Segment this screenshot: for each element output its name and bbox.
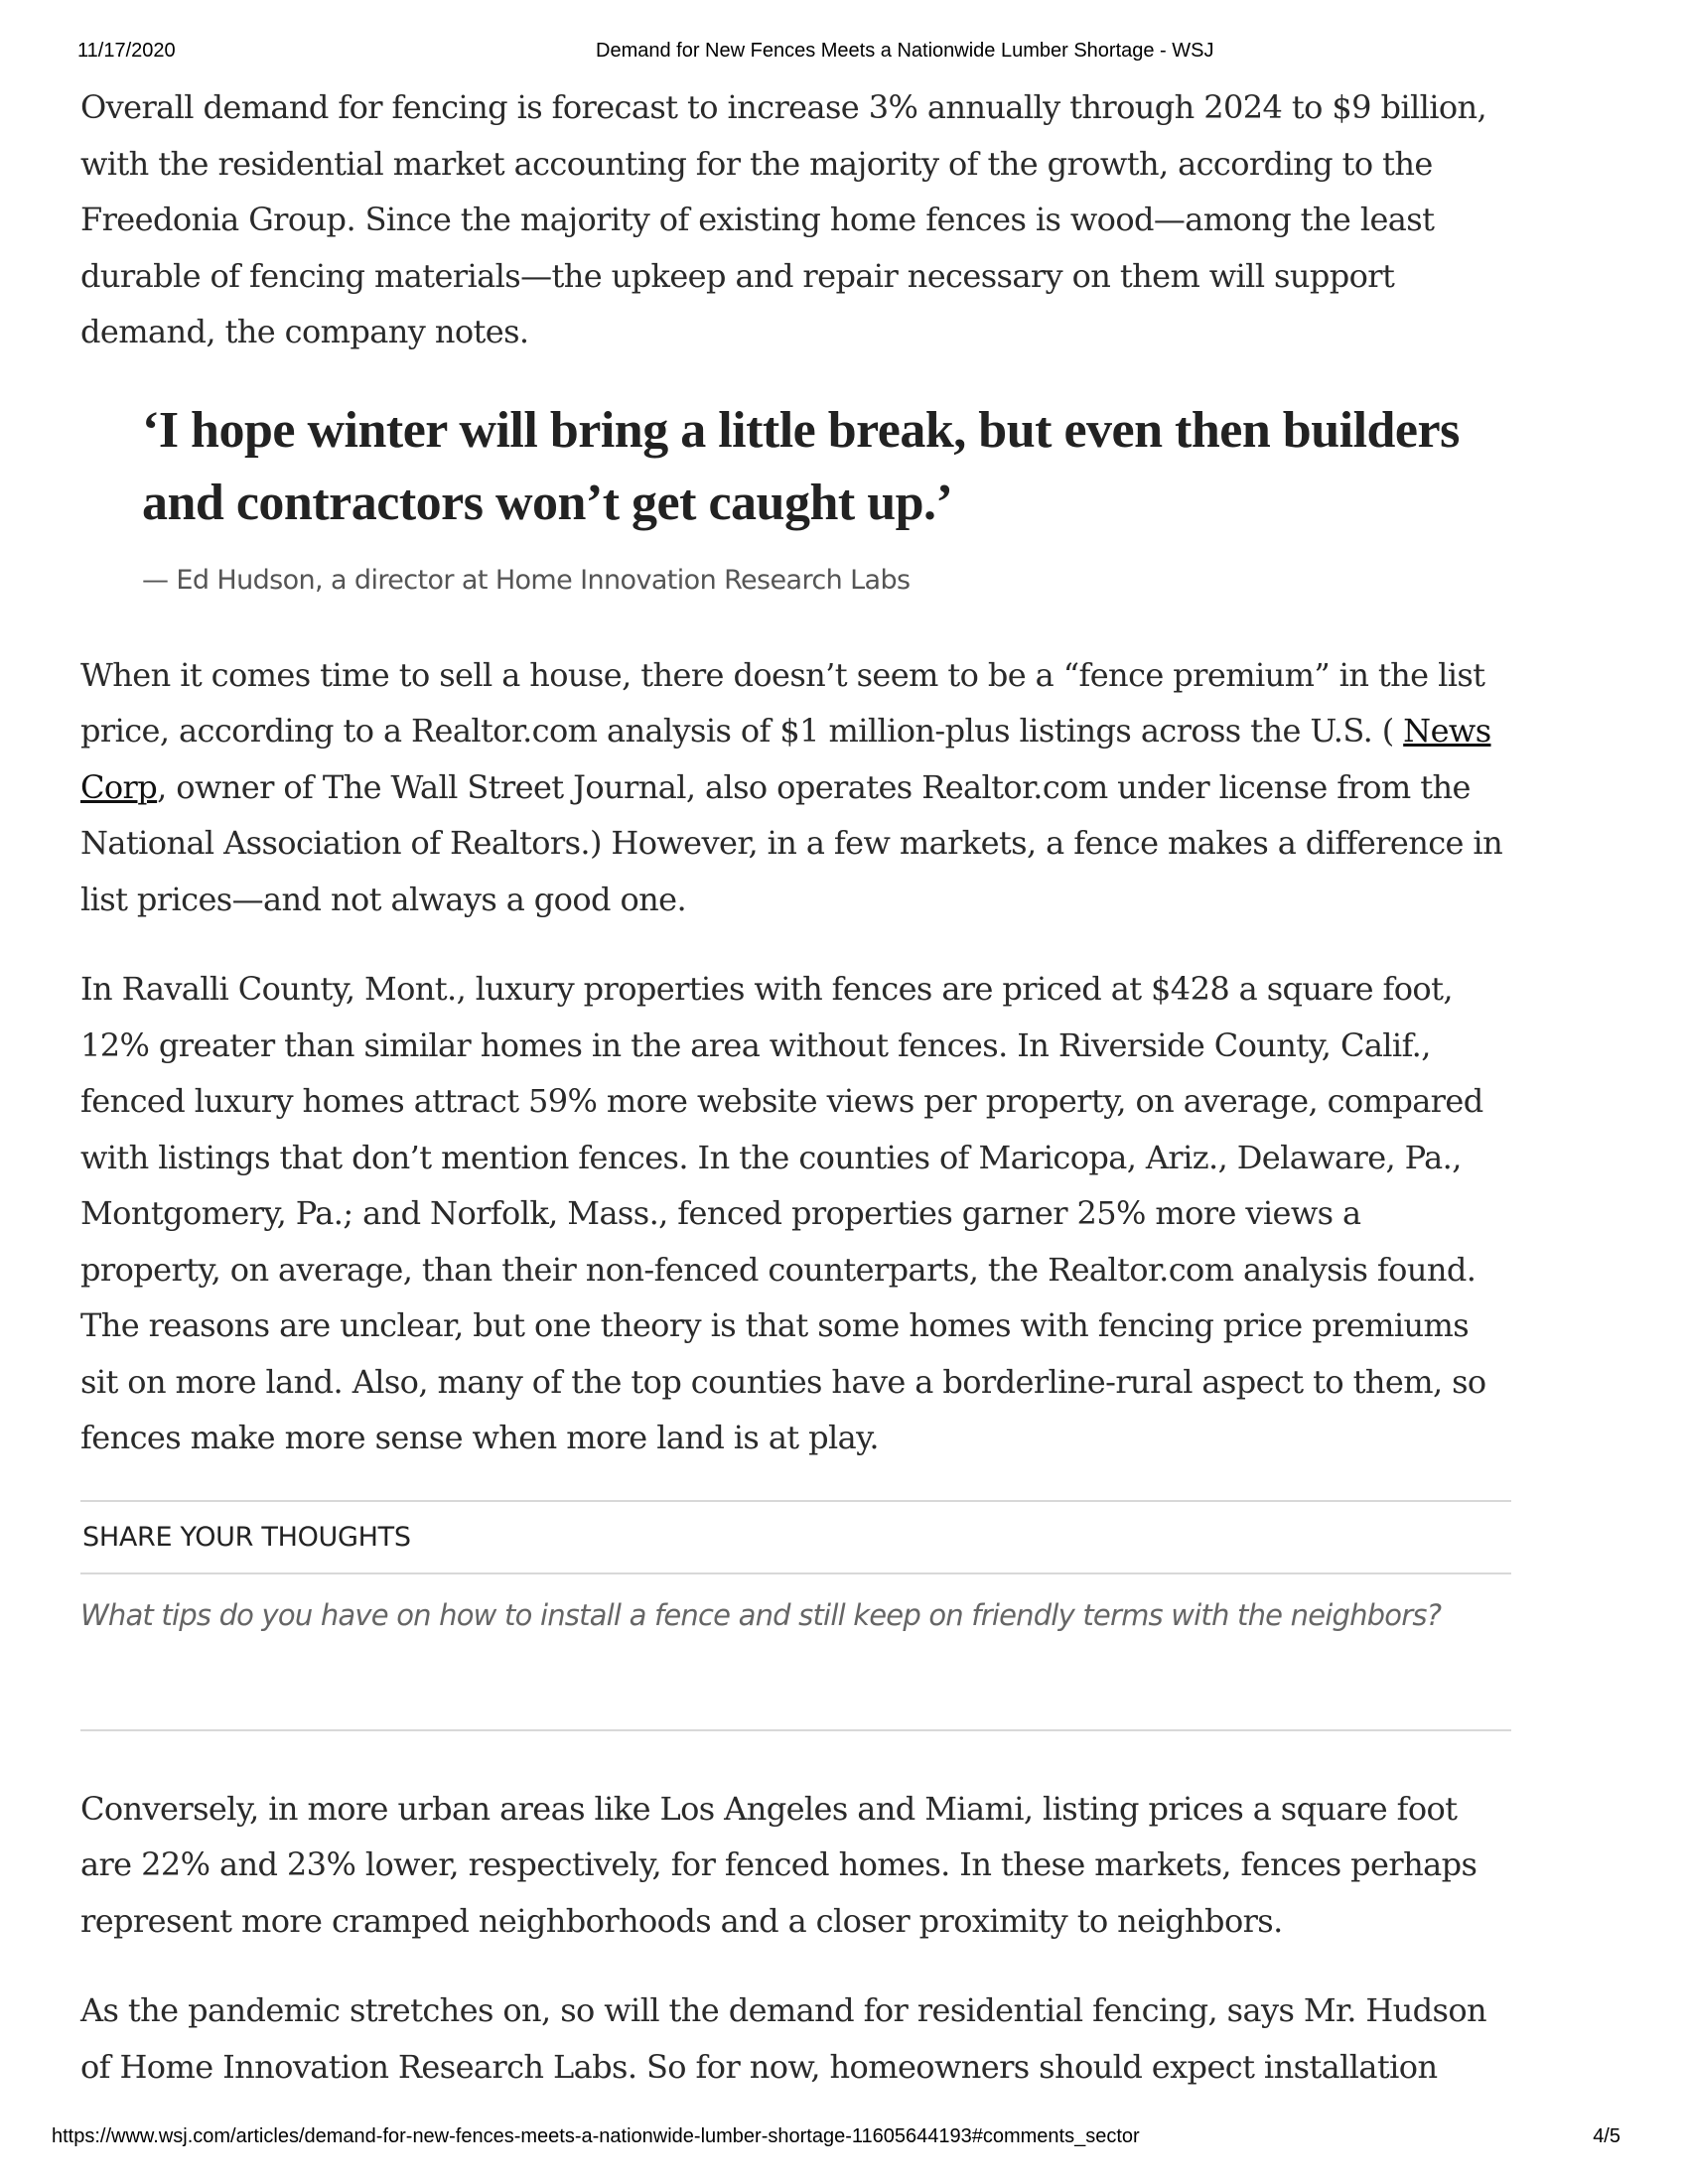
paragraph-fencing-demand: Overall demand for fencing is forecast to increase 3% annually through 2024 to $9 billion, with the residential market accounting for the majority of the growth, according to the Freedonia Group. Since the majority of existing home fences is wood—among the least durable of fencing materials—the upkeep and repair necessary on them will support demand, the company notes. bbox=[80, 88, 1487, 350]
print-url: https://www.wsj.com/articles/demand-for-new-fences-meets-a-nationwide-lumber-shortage-11605644193#comments_sector bbox=[52, 2125, 1140, 2147]
paragraph-county-analysis: In Ravalli County, Mont., luxury properties with fences are priced at $428 a square foot, 12% greater than similar homes in the area without fences. In Riverside County, Calif., fenced luxury homes attract 59% more website views per property, on average, compared with listings that don’t mention fences. In the counties of Maricopa, Ariz., Delaware, Pa., Montgomery, Pa.; and Norfolk, Mass., fenced properties garner 25% more views a property, on average, than their non-fenced counterparts, the Realtor.com analysis found. The reasons are unclear, but one theory is that some homes with fencing price premiums sit on more land. Also, many of the top counties have a borderline-rural aspect to them, so fences make more sense when more land is at play. bbox=[80, 970, 1486, 1456]
paragraph-urban-areas: Conversely, in more urban areas like Los Angeles and Miami, listing prices a square foot are 22% and 23% lower, respectively, for fenced homes. In these markets, fences perhaps represent more cramped neighborhoods and a closer proximity to neighbors. bbox=[80, 1789, 1477, 1940]
news-corp-link[interactable]: News Corp bbox=[80, 712, 1491, 806]
share-your-thoughts bbox=[80, 1500, 1511, 1731]
pull-quote-attribution: — Ed Hudson, a director at Home Innovation Research Labs bbox=[142, 564, 911, 596]
print-date: 11/17/2020 bbox=[77, 40, 176, 62]
share-heading: SHARE YOUR THOUGHTS bbox=[80, 1502, 1511, 1574]
paragraph-fence-premium bbox=[80, 647, 1510, 928]
print-page-title: Demand for New Fences Meets a Nationwide Lumber Shortage - WSJ bbox=[596, 40, 1214, 62]
pull-quote bbox=[142, 394, 1510, 596]
print-header bbox=[77, 40, 1611, 69]
paragraph-fence-premium-text-1: When it comes time to sell a house, there doesn’t seem to be a “fence premium” in the list price, according to a Realtor.com analysis of $1 million-plus listings across the U.S. ( bbox=[80, 655, 1485, 750]
share-question: What tips do you have on how to install a fence and still keep on friendly terms with the neighbors? bbox=[80, 1597, 1442, 1632]
paragraph-fence-premium-text-2: , owner of The Wall Street Journal, also operates Realtor.com under license from the National Association of Realtors.) However, in a few markets, a fence makes a difference in list prices—and not always a good one. bbox=[80, 767, 1503, 918]
print-footer bbox=[52, 2125, 1620, 2155]
paragraph-pandemic-demand: As the pandemic stretches on, so will the demand for residential fencing, says Mr. Hudson of Home Innovation Research Labs. So for now, homeowners should expect installation bbox=[80, 1991, 1487, 2086]
page-number: 4/5 bbox=[1593, 2125, 1620, 2147]
pull-quote-text: ‘I hope winter will bring a little break, but even then builders and contractors won’t get caught up.’ bbox=[142, 401, 1460, 531]
article-body bbox=[80, 79, 1510, 2128]
